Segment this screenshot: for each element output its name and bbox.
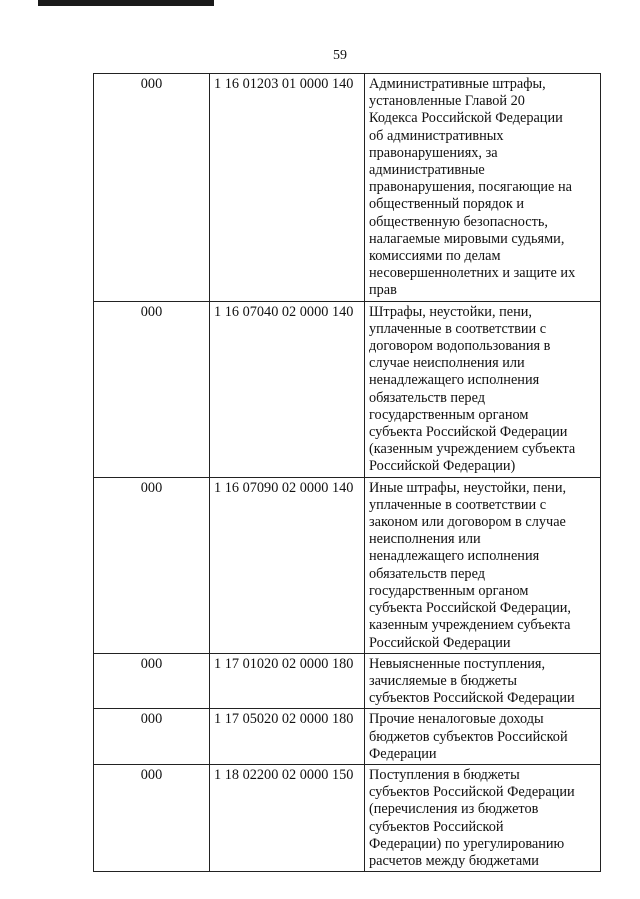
income-name-line: обязательств перед <box>369 565 486 582</box>
revenue-codes-table <box>93 73 601 872</box>
admin-code-cell: 000 <box>94 653 210 709</box>
income-name-line: субъектов Российской Федерации <box>369 784 575 801</box>
income-name-line: Поступления в бюджеты <box>369 766 520 783</box>
kbk-code-cell: 1 16 01203 01 0000 140 <box>210 74 365 302</box>
income-name-line: субъекта Российской Федерации <box>369 424 568 441</box>
table-row <box>94 74 601 302</box>
kbk-code-cell: 1 17 05020 02 0000 180 <box>210 709 365 765</box>
income-name-line: обязательств перед <box>369 389 486 406</box>
kbk-code-cell: 1 16 07040 02 0000 140 <box>210 301 365 477</box>
income-name-line: установленные Главой 20 <box>369 93 525 110</box>
income-name-line: прав <box>369 282 397 299</box>
income-name-line: законом или договором в случае <box>369 514 566 531</box>
income-name-line: комиссиями по делам <box>369 248 501 265</box>
table-row <box>94 709 601 765</box>
income-name-line: субъектов Российской Федерации <box>369 690 575 707</box>
income-name-line: (казенным учреждением субъекта <box>369 441 576 458</box>
table-row <box>94 477 601 653</box>
income-name-cell <box>365 709 601 765</box>
income-name-cell <box>365 477 601 653</box>
income-name-line: административные <box>369 162 485 179</box>
admin-code-cell: 000 <box>94 477 210 653</box>
admin-code-cell: 000 <box>94 301 210 477</box>
page-number: 59 <box>333 48 347 63</box>
income-name-line: субъекта Российской Федерации, <box>369 600 571 617</box>
income-name-line: Кодекса Российской Федерации <box>369 110 563 127</box>
income-name-line: Иные штрафы, неустойки, пени, <box>369 479 567 496</box>
income-name-line: бюджетов субъектов Российской <box>369 728 568 745</box>
income-name-cell <box>365 74 601 302</box>
income-name-line: Российской Федерации <box>369 634 511 651</box>
income-name-line: казенным учреждением субъекта <box>369 617 571 634</box>
income-name-line: уплаченные в соответствии с <box>369 496 547 513</box>
income-name-line: ненадлежащего исполнения <box>369 548 540 565</box>
income-name-line: уплаченные в соответствии с <box>369 320 547 337</box>
income-name-line: субъектов Российской <box>369 818 504 835</box>
table-row <box>94 301 601 477</box>
income-name-line: (перечисления из бюджетов <box>369 801 539 818</box>
income-name-line: государственным органом <box>369 406 529 423</box>
income-name-line: государственным органом <box>369 582 529 599</box>
admin-code-cell: 000 <box>94 74 210 302</box>
income-name-line: правонарушения, посягающие на <box>369 179 572 196</box>
admin-code-cell: 000 <box>94 764 210 871</box>
income-name-line: Прочие неналоговые доходы <box>369 711 544 728</box>
scan-edge-bar <box>38 0 214 6</box>
income-name-line: случае неисполнения или <box>369 355 525 372</box>
income-name-line: Федерации <box>369 745 437 762</box>
income-name-line: правонарушениях, за <box>369 144 498 161</box>
income-name-line: общественный порядок и <box>369 196 524 213</box>
income-name-line: Штрафы, неустойки, пени, <box>369 303 532 320</box>
income-name-line: об административных <box>369 127 504 144</box>
income-name-line: зачисляемые в бюджеты <box>369 672 517 689</box>
income-name-line: Российской Федерации) <box>369 458 516 475</box>
kbk-code-cell: 1 17 01020 02 0000 180 <box>210 653 365 709</box>
income-name-cell <box>365 653 601 709</box>
income-name-line: несовершеннолетних и защите их <box>369 265 576 282</box>
table-row <box>94 653 601 709</box>
income-name-line: Федерации) по урегулированию <box>369 835 565 852</box>
income-name-cell <box>365 301 601 477</box>
table-body <box>94 74 601 872</box>
table-row <box>94 764 601 871</box>
income-name-line: Административные штрафы, <box>369 76 546 92</box>
income-name-line: неисполнения или <box>369 531 481 548</box>
income-name-line: налагаемые мировыми судьями, <box>369 230 565 247</box>
income-name-line: расчетов между бюджетами <box>369 852 539 869</box>
kbk-code-cell: 1 16 07090 02 0000 140 <box>210 477 365 653</box>
income-name-cell <box>365 764 601 871</box>
admin-code-cell: 000 <box>94 709 210 765</box>
kbk-code-cell: 1 18 02200 02 0000 150 <box>210 764 365 871</box>
income-name-line: ненадлежащего исполнения <box>369 372 540 389</box>
income-name-line: договором водопользования в <box>369 338 551 355</box>
income-name-line: Невыясненные поступления, <box>369 655 546 672</box>
income-name-line: общественную безопасность, <box>369 213 548 230</box>
